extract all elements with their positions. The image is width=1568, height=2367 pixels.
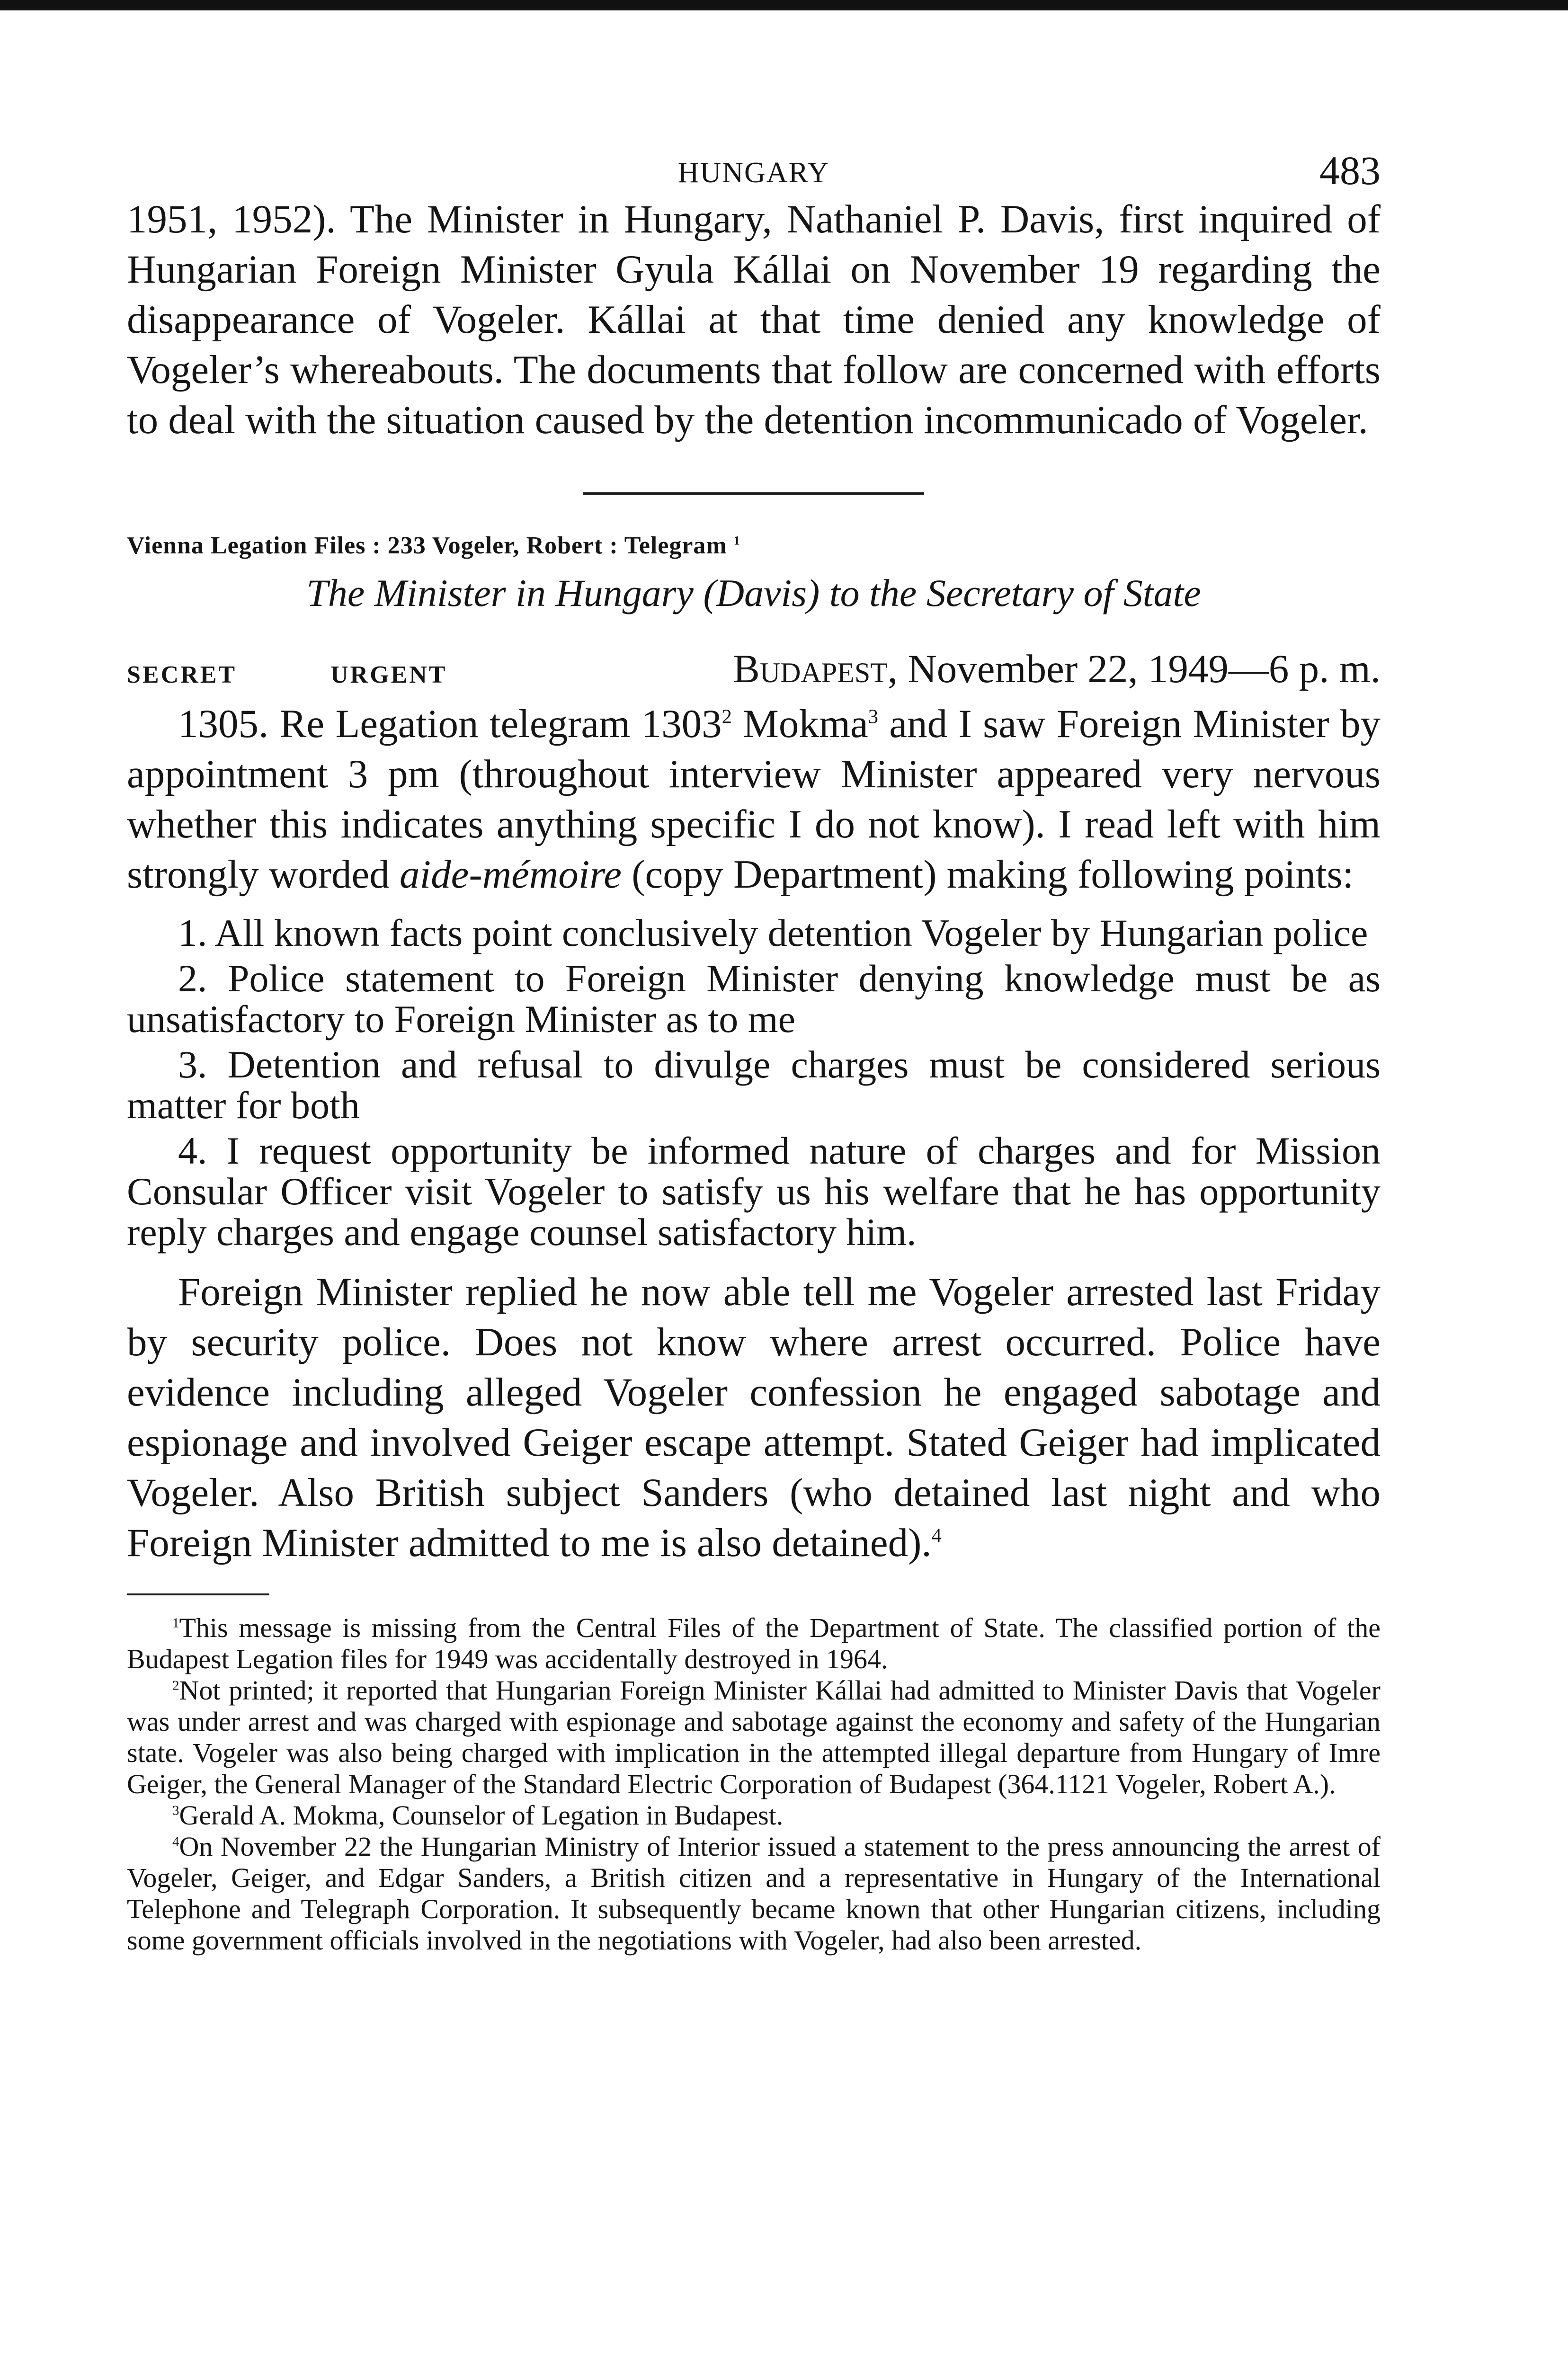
footnote-ref-1: 1 [733, 534, 740, 548]
footnote-text: This message is missing from the Central Files of the Department of State. The classified portion of the Budapest Legation files for 1949 was accidentally destroyed in 1964. [127, 1612, 1381, 1674]
date: November 22, 1949—6 p. m. [908, 647, 1381, 691]
footnote-number: 1 [172, 1615, 179, 1631]
page-number: 483 [1319, 148, 1381, 193]
footnote-2 [127, 1675, 1381, 1800]
telegram-text-1: 1305. Re Legation telegram 1303 [178, 702, 722, 746]
footnote-ref-4: 4 [931, 1524, 942, 1547]
telegram-text-4: (copy Department) making following points: [621, 852, 1354, 897]
telegram-text-3: and I saw Foreign Minister by appointment 3 pm (throughout interview Minister appeared very nervous whether this indicates anything specific I do not know). I read left with him strongly worded [127, 702, 1381, 897]
footnote-ref-3: 3 [868, 705, 878, 728]
document-title: The Minister in Hungary (Davis) to the Secretary of State [306, 571, 1201, 614]
running-head-title: HUNGARY [677, 157, 830, 189]
footnote-number: 3 [172, 1803, 179, 1818]
final-paragraph-text: Foreign Minister replied he now able tell me Vogeler arrested last Friday by security police. Does not know where arrest occurred. Police have evidence including alleged Vogeler confession he engaged sabotage and espionage and involved Geiger escape attempt. Stated Geiger had implicated Vogeler. Also British subject Sanders (who detained last night and who Foreign Minister admitted to me is also detained). [127, 1270, 1381, 1565]
priority-label: URGENT [330, 661, 447, 688]
source-text: Vienna Legation Files : 233 Vogeler, Robert : Telegram [127, 532, 727, 559]
place-date [733, 646, 1381, 692]
footnotes [127, 1612, 1381, 1956]
final-paragraph [127, 1267, 1381, 1568]
aide-memoire-term: aide-mémoire [400, 852, 622, 897]
dateline [127, 644, 1381, 691]
source-line [127, 532, 1381, 560]
section-divider [583, 492, 924, 495]
point-item: 3. Detention and refusal to divulge charges must be considered serious matter for both [127, 1043, 1381, 1127]
footnote-text: Not printed; it reported that Hungarian Foreign Minister Kállai had admitted to Minister Davis that Vogeler was under arrest and was charged with espionage and sabotage against the economy and safety of the Hungarian state. Vogeler was also being charged with implication in the attempted illegal departure from Hungary of Imre Geiger, the General Manager of the Standard Electric Corporation of Budapest (364.1121 Vogeler, Robert A.). [127, 1675, 1381, 1799]
document-page [127, 142, 1381, 1956]
running-head [127, 142, 1381, 194]
footnote-3 [127, 1800, 1381, 1831]
footnote-1 [127, 1612, 1381, 1675]
place: Budapest, [733, 647, 898, 691]
telegram-body [127, 699, 1381, 899]
page-top-border [0, 0, 1568, 10]
footnote-4 [127, 1831, 1381, 1956]
classification-label: SECRET [127, 661, 237, 688]
footnote-text: Gerald A. Mokma, Counselor of Legation in Budapest. [179, 1800, 784, 1831]
footnote-divider [127, 1593, 269, 1595]
footnote-text: On November 22 the Hungarian Ministry of Interior issued a statement to the press announcing the arrest of Vogeler, Geiger, and Edgar Sanders, a British citizen and a representative in Hungary of the International Telephone and Telegraph Corporation. It subsequently became known that other Hungarian citizens, including some government officials involved in the negotiations with Vogeler, had also been arrested. [127, 1831, 1381, 1956]
points-list [127, 913, 1381, 1253]
footnote-number: 4 [172, 1834, 179, 1850]
point-item: 2. Police statement to Foreign Minister denying knowledge must be as unsatisfactory to Foreign Minister as to me [127, 957, 1381, 1041]
footnote-number: 2 [172, 1678, 179, 1693]
telegram-text-2: Mokma [731, 702, 868, 746]
point-item: 1. All known facts point conclusively detention Vogeler by Hungarian police [178, 911, 1368, 954]
footnote-ref-2: 2 [722, 705, 732, 728]
point-item: 4. I request opportunity be informed nature of charges and for Mission Consular Officer visit Vogeler to satisfy us his welfare that he has opportunity reply charges and engage counsel satisfactory him. [127, 1129, 1381, 1254]
intro-paragraph: 1951, 1952). The Minister in Hungary, Nathaniel P. Davis, first inquired of Hungarian Foreign Minister Gyula Kállai on November 19 regarding the disappearance of Vogeler. Kállai at that time denied any knowledge of Vogeler’s whereabouts. The documents that follow are concerned with efforts to deal with the situation caused by the detention incommunicado of Vogeler. [127, 197, 1381, 442]
